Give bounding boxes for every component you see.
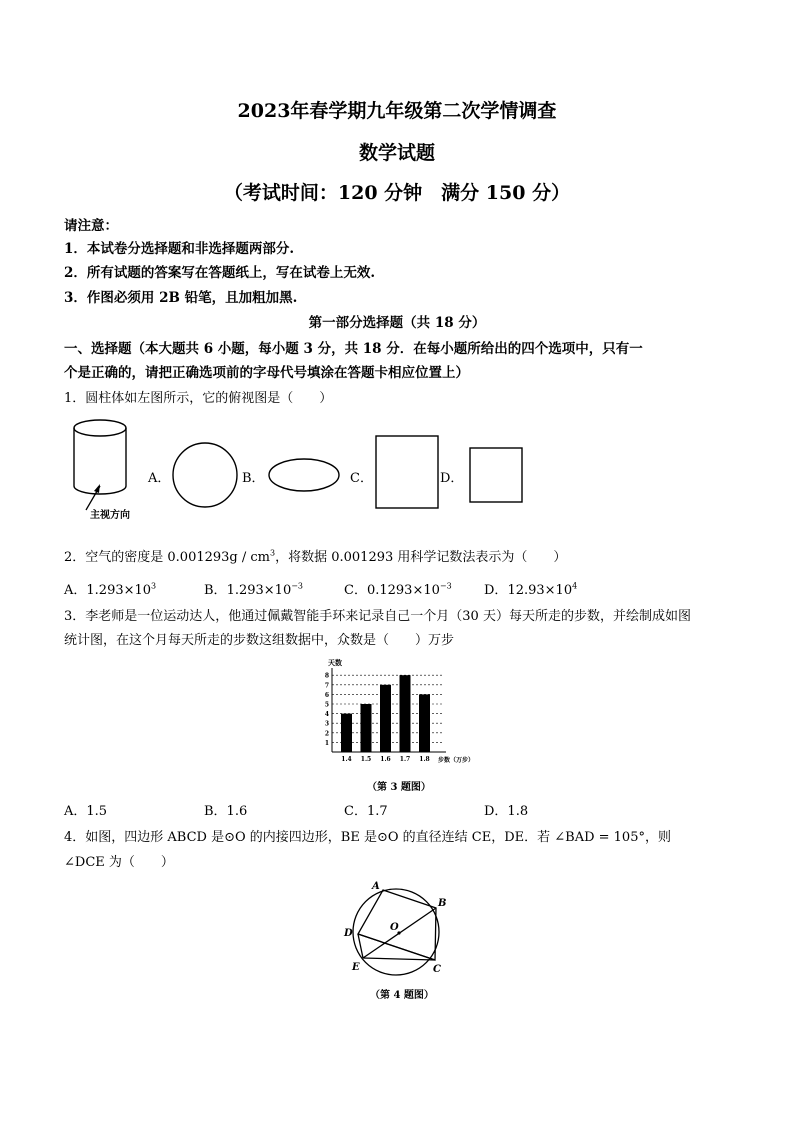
view-direction-label: 主视方向 (90, 510, 130, 521)
q2-option-d: D．$12.93\times 10^4$ (484, 581, 578, 598)
q1-option-b-label: B． (242, 471, 265, 486)
point-d-label: D (344, 928, 353, 939)
question-3-stem-line2: 统计图，在这个月每天所走的步数这组数据中，众数是（ ）万步 (64, 633, 455, 648)
question-1-stem: 1．圆柱体如左图所示，它的俯视图是（ ） (64, 391, 333, 406)
q2-stem-exponent: 3 (270, 548, 276, 558)
exam-subject: 数学试题 (358, 142, 435, 164)
y-tick-label: 5 (324, 701, 329, 709)
q3-option-c: C．1.7 (344, 804, 388, 819)
y-tick-label: 8 (324, 672, 329, 680)
q2-stem-part-a: 2．空气的密度是 0.001293g / cm (64, 550, 271, 565)
q1-option-c-label: C． (350, 471, 373, 486)
question-2-stem (64, 549, 566, 567)
q2-option-a: A．$1.293\times 10^3$ (64, 581, 157, 598)
y-tick-label: 2 (324, 730, 329, 738)
notice-item: 2．所有试题的答案写在答题纸上，写在试卷上无效. (64, 265, 376, 281)
q2-option-b: B．$1.293\times 10^{-3}$ (204, 581, 304, 598)
notice-item: 3．作图必须用 2B 铅笔，且加粗加黑. (64, 290, 298, 306)
y-axis-label: 天数 (328, 658, 342, 667)
bar (380, 685, 391, 752)
point-o-label: O (390, 922, 399, 933)
x-axis-label: 步数（万步） (438, 757, 475, 764)
x-tick-label: 1.4 (341, 756, 352, 763)
notice-heading: 请注意： (64, 218, 118, 234)
y-tick-label: 7 (324, 682, 329, 690)
q2-option-c: C．$0.1293\times 10^{-3}$ (344, 581, 452, 598)
option-d-square (466, 445, 526, 505)
y-tick-label: 1 (324, 739, 329, 747)
y-tick-label: 3 (324, 720, 329, 728)
point-e-label: E (352, 962, 360, 973)
question-3-stem-line1: 3．李老师是一位运动达人，他通过佩戴智能手环来记录自己一个月（30 天）每天所走的步数，并绘制成如图 (64, 609, 691, 624)
q2-stem-part-b: ，将数据 0.001293 用科学记数法表示为（ ） (275, 550, 567, 565)
q1-option-a-label: A． (148, 471, 171, 486)
y-tick-label: 6 (324, 691, 329, 699)
q3-option-b: B．1.6 (204, 804, 248, 819)
section-instructions-line2: 个是正确的，请把正确选项前的字母代号填涂在答题卡相应位置上） (64, 365, 469, 381)
x-tick-label: 1.8 (419, 756, 430, 763)
section-instructions-line1: 一、选择题（本大题共 6 小题，每小题 3 分，共 18 分．在每小题所给出的四个选项中，只有一 (64, 341, 643, 357)
x-tick-label: 1.6 (380, 756, 391, 763)
exam-title: 2023年春学期九年级第二次学情调查 (237, 100, 557, 122)
figure-4-caption: （第 4 题图） (370, 990, 434, 1001)
question-4-stem-line1: 4．如图，四边形 ABCD 是⊙O 的内接四边形，BE 是⊙O 的直径连结 CE，DE．若 ∠BAD = 105°，则 (64, 830, 671, 845)
exam-info: （考试时间：120 分钟 满分 150 分） (223, 182, 571, 204)
notice-item: 1．本试卷分选择题和非选择题两部分. (64, 241, 295, 257)
x-tick-label: 1.7 (399, 756, 411, 763)
figure-3-caption: （第 3 题图） (367, 782, 431, 793)
bar (419, 694, 430, 752)
part-heading: 第一部分选择题（共 18 分） (308, 315, 486, 331)
point-a-label: A (372, 881, 380, 892)
option-a-circle (170, 440, 240, 510)
option-b-ellipse (266, 455, 346, 495)
bar (361, 704, 372, 752)
step-count-bar-chart (316, 656, 476, 772)
q3-option-d: D．1.8 (484, 804, 529, 819)
y-tick-label: 4 (324, 711, 329, 719)
point-c-label: C (433, 964, 441, 975)
bar (341, 714, 352, 752)
x-tick-label: 1.5 (360, 756, 372, 763)
question-4-stem-line2: ∠DCE 为（ ） (64, 855, 174, 870)
circle-quadrilateral-figure (338, 878, 458, 988)
bar (400, 675, 411, 752)
option-c-rectangle (372, 433, 442, 511)
q1-option-d-label: D． (440, 471, 464, 486)
q3-option-a: A．1.5 (64, 804, 108, 819)
point-b-label: B (438, 898, 447, 909)
